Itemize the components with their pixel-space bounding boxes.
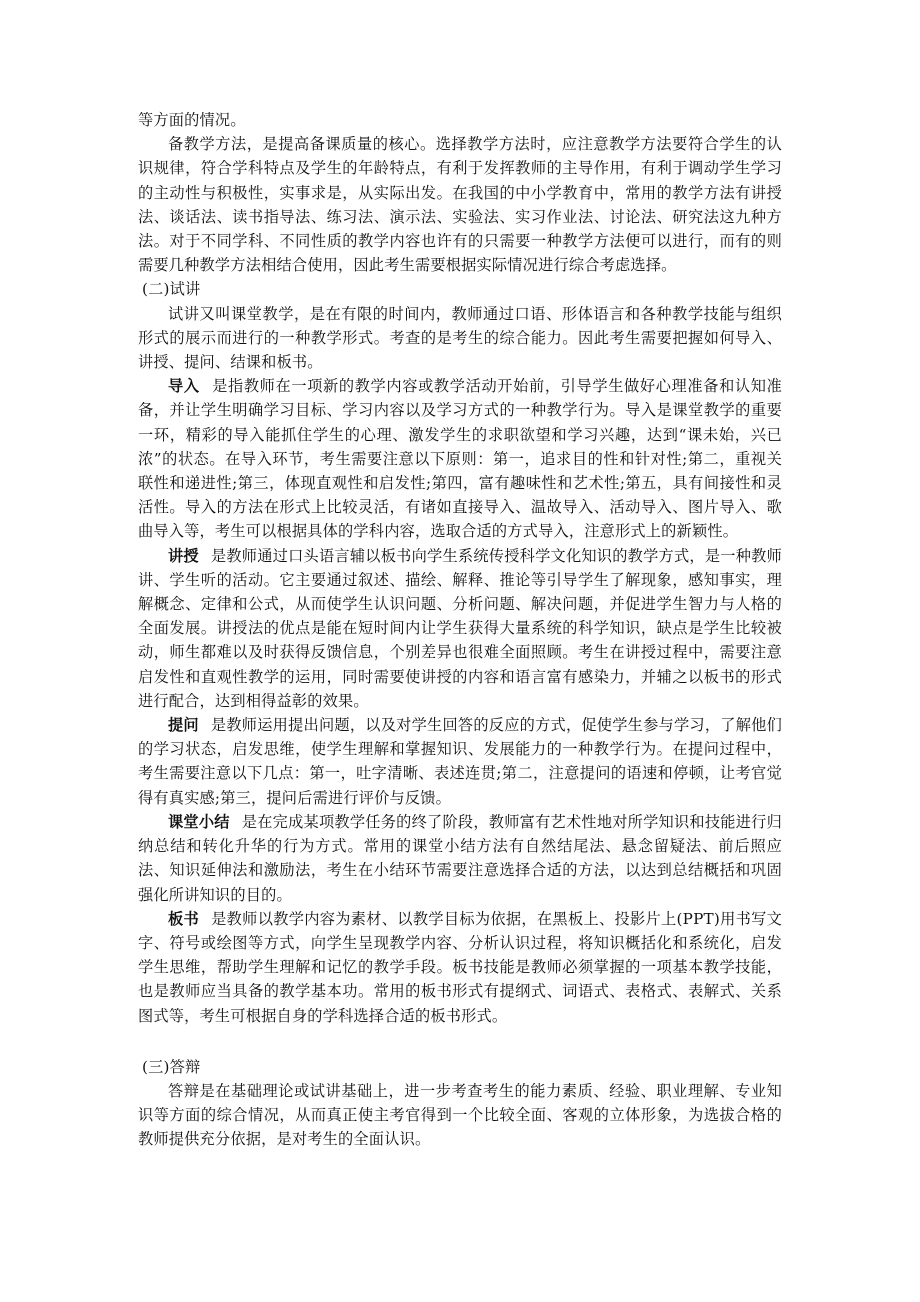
paragraph-defense: 答辩是在基础理论或试讲基础上，进一步考查考生的能力素质、经验、职业理解、专业知识等方面的综合情况，从而真正使主考官得到一个比较全面、客观的立体形象，为选拔合格的教师提供充分依据，是对考生的全面认识。 — [138, 1081, 782, 1149]
text-questioning: 是教师运用提出问题，以及对学生回答的反应的方式，促使学生参与学习，了解他们的学习状态，启发思维，使学生理解和掌握知识、发展能力的一种教学行为。在提问过程中，考生需要注意以下几点：第一，吐字清晰、表述连贯;第二，注意提问的语速和停顿，让考官觉得有真实感;第三，提问后需进行评价与反馈。 — [138, 716, 782, 807]
paragraph-class-summary — [138, 810, 782, 907]
paragraph-introduction — [138, 374, 782, 543]
term-introduction: 导入 — [168, 377, 200, 396]
paragraph-spacer — [138, 1028, 782, 1055]
text-lecturing: 是教师通过口头语言辅以板书向学生系统传授科学文化知识的教学方式，是一种教师讲、学生听的活动。它主要通过叙述、描绘、解释、推论等引导学生了解现象，感知事实，理解概念、定律和公式，从而使学生认识问题、分析问题、解决问题，并促进学生智力与人格的全面发展。讲授法的优点是能在短时间内让学生获得大量系统的科学知识，缺点是学生比较被动，师生都难以及时获得反馈信息，个别差异也很难全面照顾。考生在讲授过程中，需要注意启发性和直观性教学的运用，同时需要使讲授的内容和语言富有感染力，并辅之以板书的形式进行配合，达到相得益彰的效果。 — [138, 546, 782, 710]
paragraph-teaching-methods: 备教学方法，是提高备课质量的核心。选择教学方法时，应注意教学方法要符合学生的认识规律，符合学科特点及学生的年龄特点，有利于发挥教师的主导作用，有利于调动学生学习的主动性与积极性，实事求是，从实际出发。在我国的中小学教育中，常用的教学方法有讲授法、谈话法、读书指导法、练习法、演示法、实验法、实习作业法、讨论法、研究法这九种方法。对于不同学科、不同性质的教学内容也许有的只需要一种教学方法便可以进行，而有的则需要几种教学方法相结合使用，因此考生需要根据实际情况进行综合考虑选择。 — [138, 135, 782, 275]
text-introduction: 是指教师在一项新的教学内容或教学活动开始前，引导学生做好心理准备和认知准备，并让学生明确学习目标、学习内容以及学习方式的一种教学行为。导入是课堂教学的重要一环，精彩的导入能抓住学生的心理、激发学生的求职欲望和学习兴趣，达到“课未始，兴已浓”的状态。在导入环节，考生需要注意以下原则：第一，追求目的性和针对性;第二，重视关联性和递进性;第三，体现直观性和启发性;第四，富有趣味性和艺术性;第五，具有间接性和灵活性。导入的方法在形式上比较灵活，有诸如直接导入、温故导入、活动导入、图片导入、歌曲导入等，考生可以根据具体的学科内容，选取合适的方式导入，注意形式上的新颖性。 — [138, 377, 782, 541]
paragraph-trial-lecture-intro: 试讲又叫课堂教学，是在有限的时间内，教师通过口语、形体语言和各种教学技能与组织形式的展示而进行的一种教学形式。考查的是考生的综合能力。因此考生需要把握如何导入、讲授、提问、结课和板书。 — [138, 304, 782, 372]
paragraph-continuation: 等方面的情况。 — [138, 111, 246, 129]
document-page — [138, 108, 782, 1152]
term-questioning: 提问 — [168, 716, 199, 735]
term-lecturing: 讲授 — [168, 546, 199, 565]
term-blackboard: 板书 — [168, 909, 200, 928]
text-class-summary: 是在完成某项教学任务的终了阶段，教师富有艺术性地对所学知识和技能进行归纳总结和转化升华的行为方式。常用的课堂小结方法有自然结尾法、悬念留疑法、前后照应法、知识延伸法和激励法，考生在小结环节需要注意选择合适的方法，以达到总结概括和巩固强化所讲知识的目的。 — [138, 812, 782, 904]
section-heading-trial-lecture: (二)试讲 — [142, 280, 201, 299]
text-blackboard: 是教师以教学内容为素材、以教学目标为依据，在黑板上、投影片上(PPT)用书写文字、符号或绘图等方式，向学生呈现教学内容、分析认识过程，将知识概括化和系统化，启发学生思维，帮助学生理解和记忆的教学手段。板书技能是教师必须掌握的一项基本教学技能，也是教师应当具备的教学基本功。常用的板书形式有提纲式、词语式、表格式、表解式、关系图式等，考生可根据自身的学科选择合适的板书形式。 — [138, 909, 782, 1025]
paragraph-questioning — [138, 713, 782, 810]
paragraph-lecturing — [138, 544, 782, 713]
term-class-summary: 课堂小结 — [168, 812, 230, 831]
section-heading-defense: (三)答辩 — [142, 1057, 201, 1076]
paragraph-blackboard — [138, 907, 782, 1028]
